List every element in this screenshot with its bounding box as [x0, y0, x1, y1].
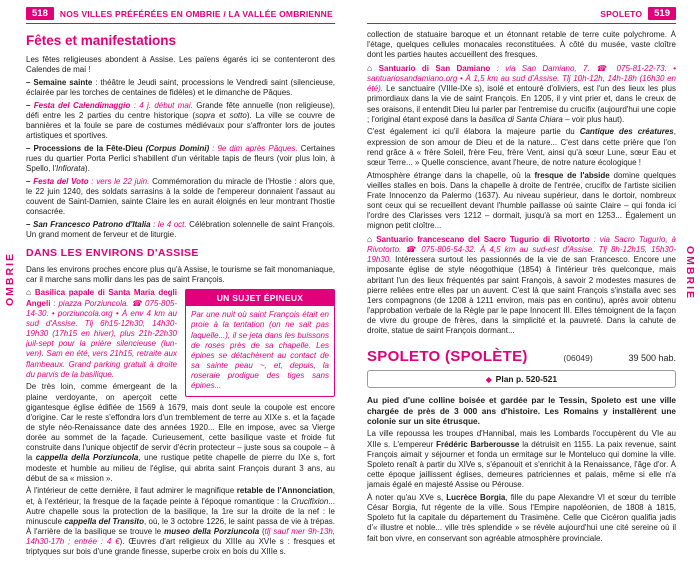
- text-run: Dans les environs proches encore plus qu'à Assise, le tourisme se fait monomaniaque, car il marche sans mollir dans les pas de saint François.: [26, 264, 335, 284]
- paragraph: [26, 486, 335, 557]
- text-run: Infiorata: [56, 164, 85, 174]
- paragraph: [367, 493, 676, 544]
- text-run: ... Autre chapelle sous la protection de la basilique, la 1re sur la droite de la nef : le minuscule: [26, 496, 335, 526]
- text-run: : théâtre le Jeudi saint, processions le Vendredi saint (silencieuse, éclairée par les torches de centaines de fidèles) et le dimanche de Pâques.: [26, 77, 335, 98]
- book-spread: [0, 24, 700, 576]
- text-run: Par une nuit où saint François était en proie à la tentation (on ne sait pas laquelle...), il se jeta dans les buissons de roses près de sa chapelle. Les épines se détachèrent au contact de sa sainte peau ~, et, depuis, la roseraie prodigue des tiges sans épines...: [191, 310, 329, 391]
- running-title-right: SPOLETO: [600, 8, 643, 19]
- paragraph: [367, 171, 676, 232]
- text-run: 075-806-54-32. À 4,5 km au sud-est d'Assise. Tlj 8h-12h15, 15h30-19h30.: [367, 245, 676, 265]
- paragraph: [26, 144, 335, 174]
- city-heading: [367, 347, 676, 366]
- text-run: Au pied d'une colline boisée et gardée par le Tessin, Spoleto est une ville chargée de près de 3 000 ans d'histoire. Les Romains y installèrent une colonie sur un site étrusque.: [367, 395, 676, 427]
- text-run: , expression de son amour de Dieu et de la nature... C'est dans cette prière que l'on rend grâce à « frère Soleil, frère Feu, frère Vent, ainsi qu'à sœur Lune, sœur Eau et sœur Terre... » Quelle conscience, avant l'heure, de notre nature écologique !: [367, 127, 676, 167]
- text-run: tlj sauf mer 9h-13h, 14h30-17h ; entrée : 4 €: [26, 527, 335, 547]
- text-run: (: [259, 527, 265, 537]
- paragraph: [26, 55, 335, 75]
- text-run: –: [26, 176, 34, 186]
- text-run: : vers le 22 juin.: [88, 176, 150, 186]
- text-run: Célébration solennelle de saint François. Un grand moment de ferveur et de liturgie.: [26, 219, 335, 240]
- left-page-column: [26, 30, 335, 576]
- paragraph: [26, 101, 335, 142]
- text-run: Cantique des créatures: [579, 127, 674, 137]
- monument-icon: ⌂: [367, 62, 379, 73]
- text-run: sopra: [195, 110, 216, 120]
- text-run: Atmosphère étrange dans la chapelle, où la: [367, 170, 535, 180]
- text-run: : piazza Porziuncola.: [50, 298, 132, 308]
- paragraph: [367, 127, 676, 168]
- text-run: Lucrèce Borgia: [446, 492, 506, 502]
- paragraph: [367, 395, 676, 427]
- phone-icon: ☎: [131, 298, 143, 308]
- text-run: –: [26, 100, 34, 110]
- paragraph: [367, 429, 676, 490]
- text-run: : via San Damiano, 7.: [490, 63, 597, 73]
- monument-icon: ⌂: [26, 287, 35, 298]
- text-run: Grande fête annuelle (non religieuse), défi entre les 2 parties du centre historique (: [26, 100, 335, 120]
- text-run: (Corpus Domini): [142, 143, 210, 153]
- text-run: : le 4 oct.: [150, 219, 187, 229]
- population: 39 500 hab.: [628, 352, 676, 363]
- text-run: Santuario di San Damiano: [378, 63, 491, 73]
- text-run: Festa del Calendimaggio: [33, 100, 131, 110]
- text-run: – San Francesco Patrono d'Italia: [26, 219, 151, 229]
- text-run: , et, à l'extérieur, la fresque de la façade peinte à l'époque romantique : la: [26, 486, 335, 506]
- monument-icon: ⌂: [367, 233, 377, 244]
- text-run: basilica di Santa Chiara: [478, 114, 563, 124]
- text-run: Crucifixion: [290, 496, 329, 506]
- highlight-box-title: UN SUJET ÉPINEUX: [186, 290, 334, 306]
- text-run: – voir plus haut).: [562, 114, 625, 124]
- text-run: , une rustique petite chapelle de pierre du IXe s, fort modeste et humble au milieu de l'église, qui abrita saint François durant 3 ans, au début de sa « mission ».: [26, 453, 335, 483]
- text-run: Commémoration du miracle de l'Hostie : alors que, le 22 juin 1240, des soldats sarrasins à la solde de l'empereur donnaient l'assaut au couvent de Saint-Damien, sainte Claire les en aurait éloignés en leur montrant l'hostie consacrée.: [26, 176, 335, 217]
- text-run: Basilica papale di Santa Maria degli Angeli: [26, 288, 177, 308]
- page-header: [0, 0, 700, 24]
- text-run: Certaines rues du quartier Porta Perlici s'habillent d'un véritable tapis de fleurs (voir plus loin, à Spello, l': [26, 143, 335, 174]
- paragraph: [367, 30, 676, 60]
- running-title-left: NOS VILLES PRÉFÉRÉES EN OMBRIE / LA VALLÉE OMBRIENNE: [59, 8, 333, 19]
- paragraph: [26, 177, 335, 218]
- text-run: – Processions de la Fête-Dieu: [26, 143, 143, 153]
- section-heading: Fêtes et manifestations: [26, 33, 177, 48]
- text-run: ). Œuvres d'art religieux du XIIIe au XVIe s : fresques et triptyques sur bois d'une grande finesse, superbe croix en bois du XIIIe s.: [26, 537, 335, 557]
- phone-icon: ☎: [405, 245, 418, 255]
- text-run: la détruisit en 1155. La paix revenue, saint François aimait y séjourner et fonda un ermitage sur le Monteluco qui domine la ville. Spoleto renaît à partir du XIVe s, s'épanouit et s'enrichit à la Renaissance, l'âge d'or. À cette époque jaillissent églises, demeures patriciennes et palais, même si elle n'a jamais égalé en majesté Assise ou Pérouse.: [367, 439, 676, 490]
- paragraph: [26, 220, 335, 240]
- plan-label: Plan p. 520-521: [495, 373, 558, 384]
- right-page-column: [367, 30, 676, 576]
- page-number-right: 519: [648, 7, 676, 20]
- text-run: 075-81-22-73. • santuariosandamiano.org • À 1,5 km au sud d'Assise. Tlj 10h-12h, 14h-18h (16h30 en été).: [367, 63, 676, 94]
- region-tab-right: OMBRIE: [684, 246, 696, 300]
- text-run: – Semaine sainte: [26, 77, 93, 87]
- text-run: cappella della Porziuncola: [35, 453, 139, 463]
- text-run: À l'intérieur de cette dernière, il faut admirer le magnifique: [26, 486, 237, 496]
- paragraph: [367, 63, 676, 125]
- text-run: Le sanctuaire (VIIIe-IXe s), isolé et entouré d'oliviers, est l'un des lieux les plus primordiaux dans la vie de saint François. En 1205, il y vint prier et, dans le creux de ses oraisons, il entendit Dieu lui parler par l'entremise du crucifix (aujourd'hui une copie ; l'original étant exposé dans la: [367, 84, 676, 124]
- city-name: SPOLETO (SPOLÈTE): [367, 347, 528, 365]
- text-run: : via Sacro Tugurio, à Rivotorto.: [367, 234, 676, 255]
- text-run: museo della Porziuncola: [164, 527, 260, 537]
- highlight-box: [185, 289, 335, 397]
- text-run: collection de statuaire baroque et un étonnant retable de terre cuite polychrome. À l'étage, quelques cellules monacales reconstituées. À côté du musée, vaste cloître dont les parties hautes accueillent des fresques.: [367, 30, 676, 60]
- section-heading: DANS LES ENVIRONS D'ASSISE: [26, 247, 199, 260]
- paragraph: [26, 78, 335, 98]
- text-run: Santuario francescano del Sacro Tugurio di Rivotorto: [376, 234, 590, 244]
- paragraph: [26, 382, 335, 484]
- plan-bullet-icon: ◆: [485, 374, 492, 384]
- highlight-box-body: [186, 306, 334, 396]
- text-run: domine quelques vieilles stalles en bois. Dans la chapelle à droite de l'entrée, crucifix de l'artiste sicilien Frate Innocenzo da Palermo (1637). Au niveau supérieur, dans le dortoir, nombreux sont ceux qui se recueillent devant l'humble paillasse où sainte Claire – qui fonda ici l'ordre des Clarisses vers 1212 – dormait, jusqu'à sa mort en 1253... Également un mignon petit cloître...: [367, 170, 676, 231]
- text-run: , où, le 3 octobre 1226, le saint passa de vie à trépas. À l'arrière de la basilique se trouve le: [26, 516, 335, 537]
- text-run: La ville repoussa les troupes d'Hannibal, mais les Lombards l'occupèrent du VIe au XIIe s. L'empereur: [367, 429, 676, 449]
- page-number-left: 518: [26, 7, 54, 20]
- paragraph: [367, 234, 676, 337]
- header-right: [367, 7, 676, 24]
- text-run: C'est également ici qu'il élabora la majeure partie du: [367, 127, 580, 137]
- header-left: [26, 7, 335, 24]
- text-run: : 9e dim après Pâques.: [209, 143, 298, 153]
- paragraph: [26, 265, 335, 285]
- text-run: Frédéric Barberousse: [436, 439, 520, 449]
- text-run: retable de l'Annonciation: [236, 486, 333, 496]
- region-tab-left: OMBRIE: [4, 252, 16, 306]
- plan-reference: [367, 370, 676, 389]
- text-run: De très loin, comme émergeant de la plaine verdoyante, on aperçoit cette gigantesque église édifiée de 1569 à 1679, mais dont seule la coupole est encore d'origine. Car le reste s'effondra lors d'un tremblement de terre au XIXe s. et la façade de style néo-Renaissance date des années 1920... Elle en impose, avec sa Vierge dorée au sommet de la façade. Curieusement, cette basilique vaste et froide fut construite dans l'unique objectif de servir d'écrin protecteur – juste sous sa coupole – à la: [26, 382, 335, 463]
- text-run: 075-805-14-30. • porziuncola.org • À env 4 km au sud d'Assise. Tlj 6h15-12h30, 14h30-19h30 (17h15 en hiver), plus 21h-22h30 juil-sept pour la prière silencieuse (lun-ven). Sam en été, vers 21h15, retraite aux flambeaux. Grand parking gratuit à droite du parvis de la basilique.: [26, 298, 178, 379]
- text-run: : 4 j. début mai.: [130, 100, 193, 110]
- text-run: À noter qu'au XVe s,: [367, 492, 447, 502]
- text-run: , fille du pape Alexandre VI et sœur du terrible César Borgia, fut régente de la ville. Sous l'Empire napoléonien, de 1808 à 1815, Spoleto fut la capitale du département du Trasimène. Celle que Cicéron qualifia jadis d'« illustre et noble... ville très splendide » se révèle aujourd'hui une cité sereine où il fait bon vivre, en conservant son agréable atmosphère provinciale.: [367, 492, 676, 543]
- text-run: sotto: [229, 110, 247, 120]
- text-run: cappella del Transito: [64, 516, 144, 526]
- text-run: Intéressera surtout les passionnés de la vie de san Francesco. Encore une imposante église de style néogothique (1854) à l'intérieur très quelconque, mais abritant l'un des lieux fréquentés par saint François, à savoir 2 modestes masures de pierre reliées entre elles par un auvent. C'est là que saint François s'installa avec ses 1ers compagnons (de 1208 à 1211 environ, mais pas en continu), après avoir obtenu l'approbation verbale de la Règle par le pape Innocent III. Elles témoignent de la façon de vivre du groupe de frères, dans la simplicité et la pauvreté. Dans la cahute de droite, statue de saint François dormant...: [367, 255, 676, 336]
- phone-icon: ☎: [596, 63, 611, 73]
- text-run: et: [215, 110, 230, 120]
- text-run: ). La ville se couvre de bannières et la foule se pare de costumes médiévaux pour s'affronter lors de joutes artistiques et sportives.: [26, 110, 335, 141]
- text-run: Festa del Voto: [33, 176, 89, 186]
- text-run: Les fêtes religieuses abondent à Assise. Les païens égarés ici se contenteront des Calendes de mai !: [26, 55, 335, 75]
- text-run: fresque de l'abside: [534, 170, 610, 180]
- text-run: ).: [84, 164, 90, 174]
- postal-code: (06049): [563, 352, 593, 363]
